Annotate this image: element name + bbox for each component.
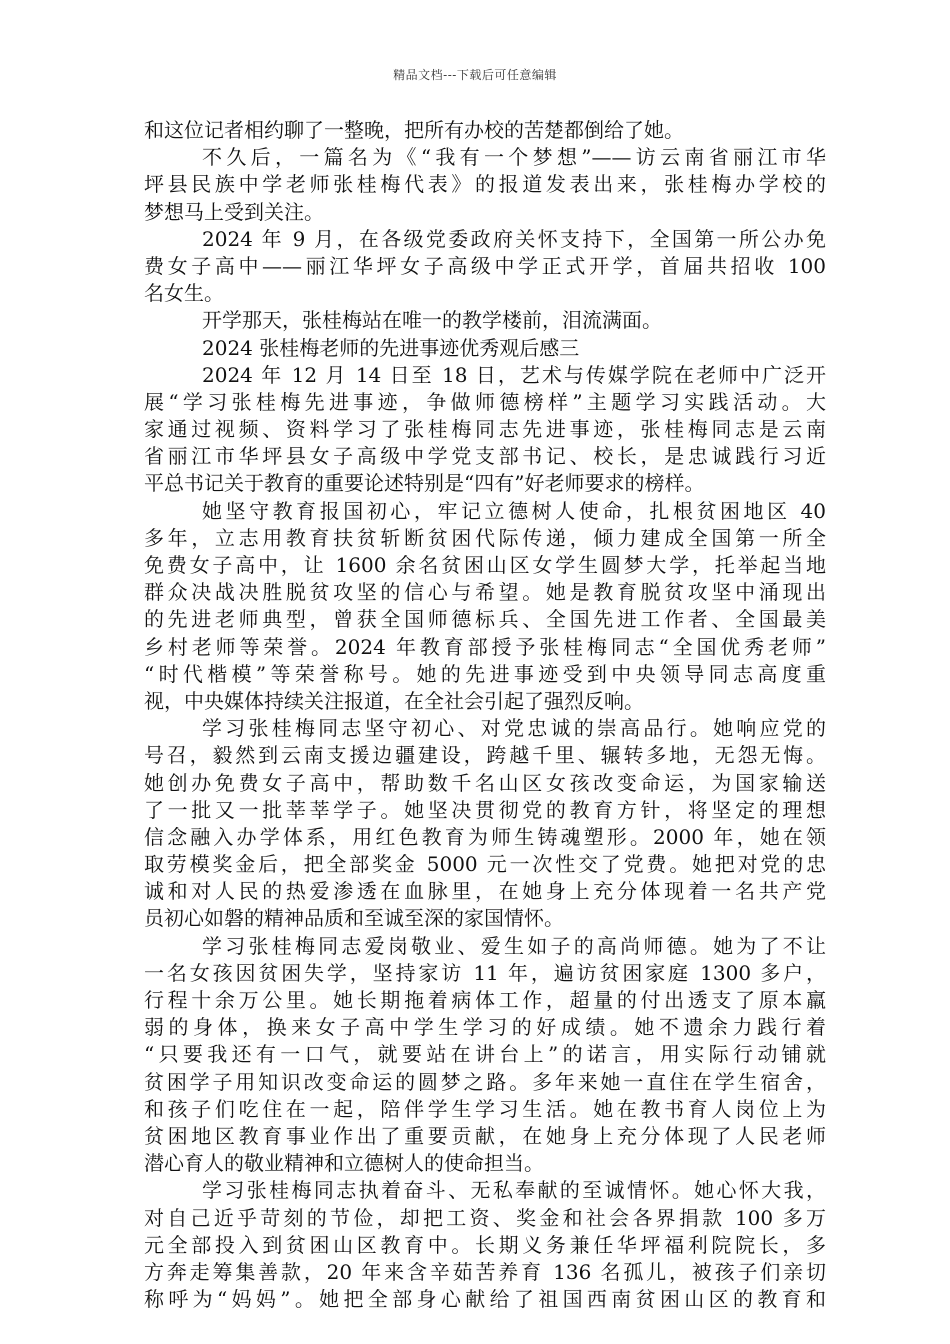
text-line: 行程十余万公里。她长期拖着病体工作，超量的付出透支了原本羸 bbox=[144, 988, 826, 1012]
text-line: “只要我还有一口气，就要站在讲台上”的诺言，用实际行动铺就 bbox=[144, 1042, 826, 1067]
paragraph-first-line: 学习张桂梅同志执着奋斗、无私奉献的至诚情怀。她心怀大我， bbox=[202, 1178, 826, 1203]
text-line: 方奔走筹集善款，20 年来含辛茹苦养育 136 名孤儿，被孩子们亲切 bbox=[144, 1259, 826, 1284]
text-line: 取劳模奖金后，把全部奖金 5000 元一次性交了党费。她把对党的忠 bbox=[144, 852, 826, 877]
text-line: 员初心如磐的精神品质和至诚至深的家国情怀。 bbox=[144, 906, 564, 931]
paragraph-first-line: 开学那天，张桂梅站在唯一的教学楼前，泪流满面。 bbox=[202, 308, 662, 333]
text-line: 元全部投入到贫困山区教育中。长期义务兼任华坪福利院院长，多 bbox=[144, 1232, 826, 1257]
text-line: 展“学习张桂梅先进事迹，争做师德榜样”主题学习实践活动。大 bbox=[144, 389, 826, 414]
text-line: “时代楷模”等荣誉称号。她的先进事迹受到中央领导同志高度重 bbox=[144, 661, 826, 686]
text-line: 信念融入办学体系，用红色教育为师生铸魂塑形。2000 年，她在领 bbox=[144, 824, 826, 849]
section-heading: 2024 张桂梅老师的先进事迹优秀观后感三 bbox=[202, 335, 580, 360]
text-line: 诚和对人民的热爱渗透在血脉里，在她身上充分体现着一名共产党 bbox=[144, 879, 826, 904]
text-line: 名女生。 bbox=[144, 281, 224, 306]
text-line: 了一批又一批莘莘学子。她坚决贯彻党的教育方针，将坚定的理想 bbox=[144, 797, 826, 822]
text-line: 视，中央媒体持续关注报道，在全社会引起了强烈反响。 bbox=[144, 688, 644, 713]
text-line: 潜心育人的敬业精神和立德树人的使命担当。 bbox=[144, 1151, 544, 1176]
paragraph-first-line: 不久后，一篇名为《“我有一个梦想”——访云南省丽江市华 bbox=[202, 145, 826, 170]
text-line: 省丽江市华坪县女子高级中学党支部书记、校长，是忠诚践行习近 bbox=[144, 444, 826, 469]
text-line: 对自己近乎苛刻的节俭，却把工资、奖金和社会各界捐款 100 多万 bbox=[144, 1205, 826, 1230]
page-header: 精品文档---下载后可任意编辑 bbox=[393, 68, 557, 82]
paragraph-first-line: 她坚守教育报国初心，牢记立德树人使命，扎根贫困地区 40 bbox=[202, 498, 826, 523]
text-line: 称呼为“妈妈”。她把全部身心献给了祖国西南贫困山区的教育和 bbox=[144, 1287, 826, 1312]
text-line: 乡村老师等荣誉。2024 年教育部授予张桂梅同志“全国优秀老师” bbox=[144, 634, 826, 659]
text-line: 的先进老师典型，曾获全国师德标兵、全国先进工作者、全国最美 bbox=[144, 607, 826, 632]
text-line: 和孩子们吃住在一起，陪伴学生学习生活。她在教书育人岗位上为 bbox=[144, 1096, 826, 1121]
text-line: 梦想马上受到关注。 bbox=[144, 199, 324, 224]
text-line: 多年，立志用教育扶贫斩断贫困代际传递，倾力建成全国第一所全 bbox=[144, 525, 826, 550]
text-line: 家通过视频、资料学习了张桂梅同志先进事迹，张桂梅同志是云南 bbox=[144, 417, 826, 442]
text-line: 号召，毅然到云南支援边疆建设，跨越千里、辗转多地，无怨无悔。 bbox=[144, 743, 826, 768]
paragraph-first-line: 学习张桂梅同志爱岗敬业、爱生如子的高尚师德。她为了不让 bbox=[202, 933, 826, 958]
paragraph-first-line: 2024 年 12 月 14 日至 18 日，艺术与传媒学院在老师中广泛开 bbox=[202, 362, 826, 387]
text-line: 免费女子高中，让 1600 余名贫困山区女学生圆梦大学，托举起当地 bbox=[144, 553, 826, 577]
text-line: 和这位记者相约聊了一整晚，把所有办校的苦楚都倒给了她。 bbox=[144, 118, 684, 142]
text-line: 贫困地区教育事业作出了重要贡献，在她身上充分体现了人民老师 bbox=[144, 1123, 826, 1148]
text-line: 费女子高中——丽江华坪女子高级中学正式开学，首届共招收 100 bbox=[144, 253, 826, 278]
text-line: 一名女孩因贫困失学，坚持家访 11 年，遍访贫困家庭 1300 多户， bbox=[144, 960, 826, 985]
document-body bbox=[144, 117, 826, 1313]
text-line: 坪县民族中学老师张桂梅代表》的报道发表出来，张桂梅办学校的 bbox=[144, 172, 826, 197]
text-line: 群众决战决胜脱贫攻坚的信心与希望。她是教育脱贫攻坚中涌现出 bbox=[144, 580, 826, 605]
text-line: 她创办免费女子高中，帮助数千名山区女孩改变命运，为国家输送 bbox=[144, 770, 826, 795]
paragraph-first-line: 学习张桂梅同志坚守初心、对党忠诚的崇高品行。她响应党的 bbox=[202, 716, 826, 741]
text-line: 贫困学子用知识改变命运的圆梦之路。多年来她一直住在学生宿舍， bbox=[144, 1069, 826, 1094]
text-line: 平总书记关于教育的重要论述特别是“四有”好老师要求的榜样。 bbox=[144, 471, 705, 496]
text-line: 弱的身体，换来女子高中学生学习的好成绩。她不遗余力践行着 bbox=[144, 1015, 826, 1040]
paragraph-first-line: 2024 年 9 月，在各级党委政府关怀支持下，全国第一所公办免 bbox=[202, 226, 826, 251]
